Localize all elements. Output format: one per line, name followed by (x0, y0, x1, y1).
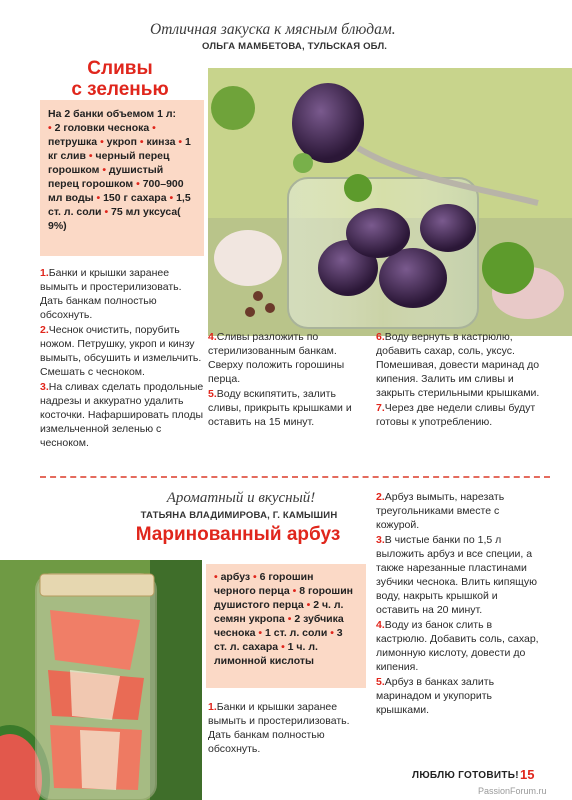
recipe-step (208, 700, 372, 756)
bullet-icon: • (281, 641, 288, 653)
recipe-step (208, 330, 372, 386)
watermelon-photo (0, 560, 202, 800)
plums-photo (208, 68, 572, 336)
ingredient-item: 150 г сахара (103, 192, 170, 204)
step-number: 6. (376, 331, 385, 343)
plums-jar-illustration (208, 68, 572, 336)
ingredient-item: кинза (146, 136, 179, 148)
recipe-step (376, 675, 542, 717)
recipe1-steps-col2 (208, 330, 372, 430)
ingredients-intro: На 2 банки объемом 1 л: (48, 108, 177, 120)
ingredient-item: 75 мл уксуса( 9%) (48, 206, 181, 232)
ingredient-item: петрушка (48, 136, 101, 148)
ingredient-item: 2 головки чеснока (54, 122, 153, 134)
step-text: В чистые банки по 1,5 л выложить арбуз и все специи, а также нарезанные пластинами зубчики чеснока. Влить кипящую воду, накрыть крышкой и оставить на 20 минут. (376, 534, 538, 616)
recipe2-tagline: Ароматный и вкусный! (166, 490, 316, 506)
step-number: 3. (376, 534, 385, 546)
recipe1-title-line2: с зеленью (71, 79, 169, 100)
bullet-icon: • (178, 136, 185, 148)
step-number: 4. (376, 619, 385, 631)
step-text: Банки и крышки заранее вымыть и простерилизовать. Дать банкам полностью обсохнуть. (40, 267, 182, 321)
ingredient-item: 2 зубчика чеснока (214, 613, 344, 639)
bullet-icon: • (330, 627, 337, 639)
step-text: Воду вернуть в кастрюлю, добавить сахар, соль, уксус. Помешивая, довести маринад до кипения. Залить им сливы и закрыть стерильными крышками. (376, 331, 540, 399)
bullet-icon: • (152, 122, 156, 134)
recipe2-author: ТАТЬЯНА ВЛАДИМИРОВА, Г. КАМЫШИН (140, 510, 338, 521)
ingredient-item: черный перец горошком (48, 150, 170, 176)
ingredient-item: укроп (106, 136, 140, 148)
recipe-step (376, 533, 542, 617)
recipe-step (376, 490, 542, 532)
recipe-step (40, 266, 206, 322)
step-number: 4. (208, 331, 217, 343)
recipe-step (376, 401, 540, 429)
bullet-icon: • (100, 136, 107, 148)
bullet-icon: • (253, 571, 260, 583)
step-number: 1. (208, 701, 217, 713)
step-number: 2. (40, 324, 49, 336)
ingredient-item: 1 ч. л. лимонной кислоты (214, 641, 318, 667)
step-text: Через две недели сливы будут готовы к употреблению. (376, 402, 536, 428)
bullet-icon: • (258, 627, 265, 639)
recipe1-ingredients-box (40, 100, 204, 256)
step-text: Арбуз вымыть, нарезать треугольниками вместе с кожурой. (376, 491, 505, 531)
recipe1-title-line1: Сливы (87, 58, 153, 79)
step-number: 7. (376, 402, 385, 414)
bullet-icon: • (136, 178, 143, 190)
step-number: 5. (208, 388, 217, 400)
recipe-step (40, 323, 206, 379)
step-number: 3. (40, 381, 49, 393)
step-text: На сливах сделать продольные надрезы и аккуратно удалить косточки. Нафаршировать плоды измельченной зеленью с чесноком. (40, 381, 204, 449)
bullet-icon: • (96, 192, 104, 204)
ingredient-item: душистый перец горошком (48, 164, 164, 190)
step-text: Воду из банок слить в кастрюлю. Добавить соль, сахар, лимонную кислоту, довести до кипения. (376, 619, 539, 673)
step-text: Воду вскипятить, залить сливы, прикрыть крышками и оставить на 15 минут. (208, 388, 352, 428)
ingredients-list (48, 121, 196, 233)
recipe1-title (40, 58, 200, 100)
bullet-icon: • (306, 599, 314, 611)
page-number: 15 (520, 767, 535, 782)
recipe1-tagline: Отличная закуска к мясным блюдам. (150, 21, 396, 38)
recipe1-steps-col1 (40, 266, 206, 451)
bullet-icon: • (88, 150, 96, 162)
recipe2-steps-col2 (376, 490, 542, 718)
recipe1-steps-col3 (376, 330, 540, 430)
step-text: Арбуз в банках залить маринадом и укупорить крышками. (376, 676, 495, 716)
bullet-icon: • (292, 585, 300, 597)
ingredients-list (214, 570, 358, 668)
step-text: Чеснок очистить, порубить ножом. Петрушку, укроп и кинзу вымыть, обсушить и измельчить. Смешать с чесноком. (40, 324, 202, 378)
ingredient-item: 2 ч. л. семян укропа (214, 599, 344, 625)
ingredient-item: 6 горошин черного перца (214, 571, 314, 597)
bullet-icon: • (104, 206, 112, 218)
step-text: Сливы разложить по стерилизованным банкам. Сверху положить горошины перца. (208, 331, 345, 385)
recipe-step (376, 330, 540, 400)
step-text: Банки и крышки заранее вымыть и простерилизовать. Дать банкам полностью обсохнуть. (208, 701, 350, 755)
ingredient-item: 1 ст. л. соли (265, 627, 331, 639)
bullet-icon: • (102, 164, 109, 176)
bullet-icon: • (139, 136, 147, 148)
step-number: 2. (376, 491, 385, 503)
section-divider (40, 476, 550, 478)
ingredient-item: арбуз (220, 571, 254, 583)
recipe-step (208, 387, 372, 429)
recipe1-author: ОЛЬГА МАМБЕТОВА, ТУЛЬСКАЯ ОБЛ. (202, 41, 388, 52)
bullet-icon: • (214, 571, 221, 583)
bullet-icon: • (169, 192, 177, 204)
ingredient-item: 1 кг слив (48, 136, 191, 162)
ingredient-item: 3 ст. л. сахара (214, 627, 343, 653)
step-number: 1. (40, 267, 49, 279)
step-number: 5. (376, 676, 385, 688)
bullet-icon: • (287, 613, 295, 625)
recipe2-steps-col1 (208, 700, 372, 757)
watermelon-jar-illustration (0, 560, 202, 800)
recipe-step (376, 618, 542, 674)
bullet-icon: • (48, 122, 55, 134)
recipe-step (40, 380, 206, 450)
ingredient-item: 1,5 ст. л. соли (48, 192, 191, 218)
magazine-name: ЛЮБЛЮ ГОТОВИТЬ! (412, 770, 519, 781)
ingredient-item: 8 горошин душистого перца (214, 585, 353, 611)
recipe2-ingredients-box (206, 564, 366, 688)
watermark: PassionForum.ru (478, 786, 547, 796)
recipe2-title: Маринованный арбуз (135, 524, 341, 545)
ingredient-item: 700–900 мл воды (48, 178, 184, 204)
